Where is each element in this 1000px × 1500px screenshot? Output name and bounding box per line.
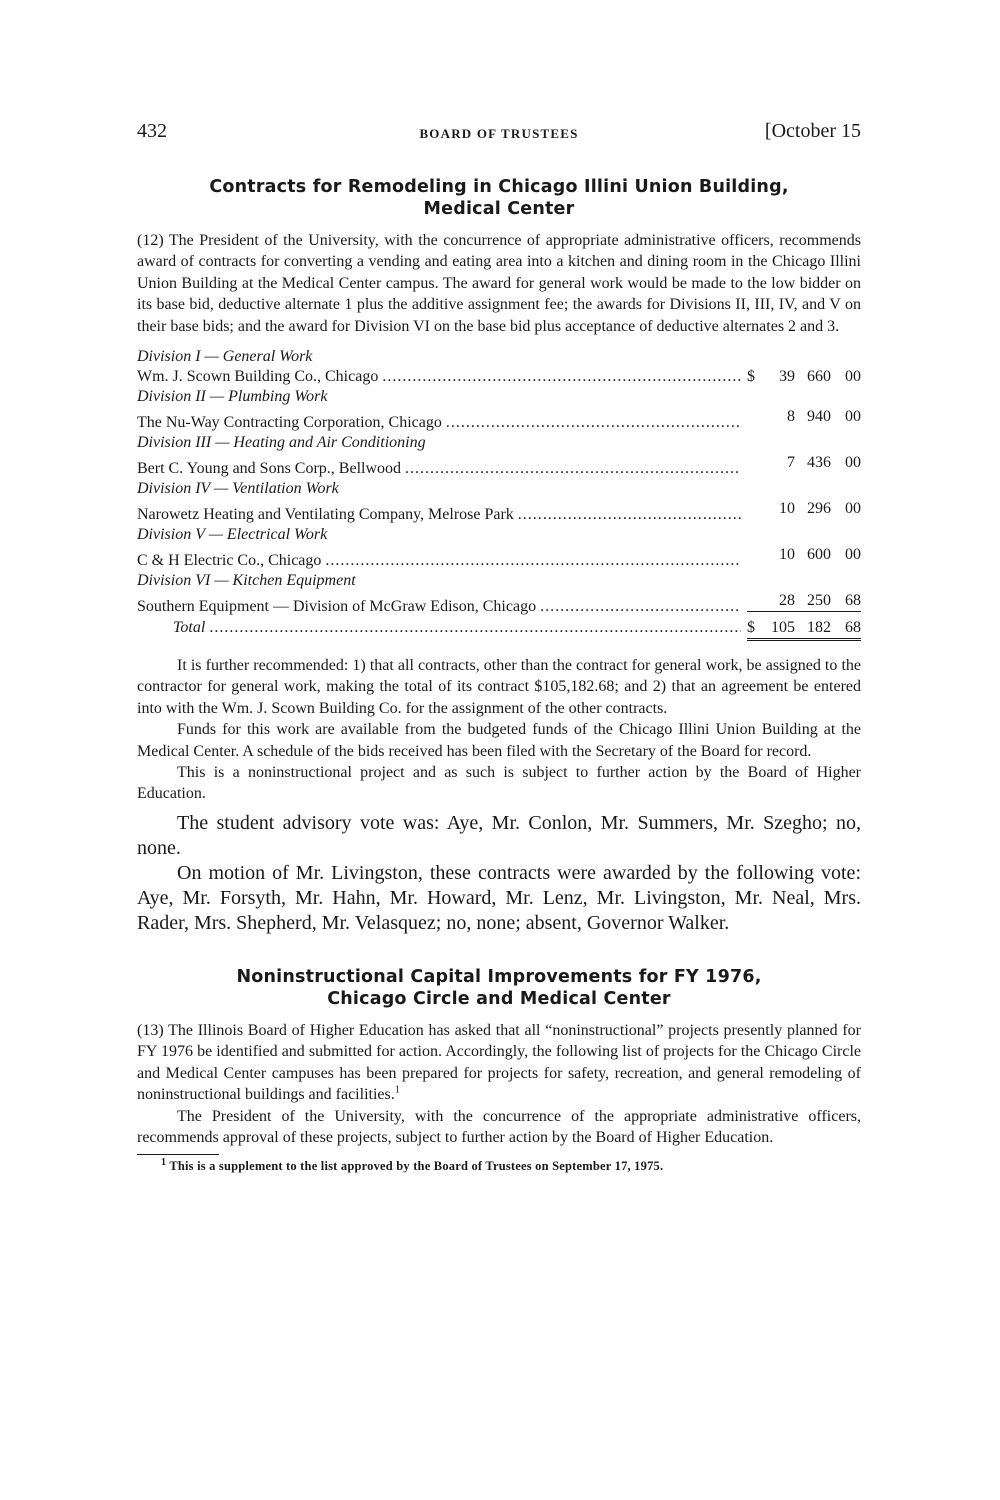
amount-dollar (747, 590, 761, 611)
amount-dollar (747, 452, 761, 473)
contracts-table (137, 347, 861, 641)
section-title-line: Medical Center (423, 199, 575, 219)
total-row (137, 617, 861, 641)
amount-units: 182 (807, 619, 831, 637)
contract-row (137, 452, 861, 479)
footnote-text: This is a supplement to the list approved by the Board of Trustees on September 17, 1975. (169, 1159, 664, 1174)
amount-dollar: $ (747, 619, 755, 637)
student-vote-paragraph: The student advisory vote was: Aye, Mr. Conlon, Mr. Summers, Mr. Szegho; no, none. (137, 811, 861, 859)
amount-thousands: 10 (779, 546, 795, 564)
contract-row (137, 544, 861, 571)
amount-thousands: 105 (771, 619, 795, 637)
amount-dollar (747, 498, 761, 519)
intro-paragraph: (12) The President of the University, with the concurrence of appropriate administrative officers, recommends award of contracts for converting a vending and eating area into a kitchen and dining room in the Chicago Illini Union Building at the Medical Center campus. The award for general work would be made to the low bidder on its base bid, deductive alternate 1 plus the additive assignment fee; the awards for Divisions II, III, IV, and V on their base bids; and the award for Division VI on the base bid plus acceptance of deductive alternates 2 and 3. (137, 232, 861, 335)
contract-entry (137, 347, 861, 387)
amount-thousands: 39 (779, 368, 795, 386)
contract-entry (137, 387, 861, 433)
running-title: BOARD OF TRUSTEES (419, 126, 579, 141)
amount-cents: 00 (845, 500, 861, 518)
division-heading: Division II — Plumbing Work (137, 388, 328, 406)
contract-amount (745, 406, 861, 427)
amount-thousands: 7 (787, 454, 795, 472)
dot-leader (446, 412, 741, 433)
section-title-contracts (137, 176, 861, 220)
dot-leader (382, 366, 741, 387)
contract-amount (745, 366, 861, 387)
section-title-line: Noninstructional Capital Improvements for FY 1976, (236, 966, 762, 987)
dot-leader (405, 458, 741, 479)
amount-units: 940 (807, 408, 831, 426)
funds-paragraph: Funds for this work are available from the budgeted funds of the Chicago Illini Union Building at the Medical Center. A schedule of the bids received has been filed with the Secretary of the Board for record. (137, 721, 861, 760)
amount-dollar: $ (747, 368, 755, 386)
amount-units: 296 (807, 500, 831, 518)
amount-units: 436 (807, 454, 831, 472)
contract-entry (137, 479, 861, 525)
footnote-reference: 1 (394, 1084, 400, 1096)
amount-thousands: 8 (787, 408, 795, 426)
total-label: Total (173, 619, 206, 637)
contract-entry (137, 571, 861, 617)
contract-amount (745, 544, 861, 565)
recommendation-paragraph: It is further recommended: 1) that all contracts, other than the contract for general work, be assigned to the contractor for general work, making the total of its contract $105,182.68; and 2) that an agreement be entered into with the Wm. J. Scown Building Co. for the assignment of the other contracts. (137, 657, 861, 717)
amount-dollar (747, 544, 761, 565)
capital-intro-paragraph (137, 1020, 861, 1106)
division-heading: Division III — Heating and Air Conditioning (137, 434, 426, 452)
dot-leader (325, 550, 741, 571)
capital-intro-text: (13) The Illinois Board of Higher Education has asked that all “noninstructional” projects presently planned for FY 1976 be identified and submitted for action. Accordingly, the following list of projects for the Chicago Circle and Medical Center campuses has been prepared for projects for safety, recreation, and general remodeling of noninstructional buildings and facilities. (137, 1021, 861, 1104)
division-heading: Division I — General Work (137, 348, 313, 366)
contract-entry (137, 525, 861, 571)
amount-cents: 00 (845, 546, 861, 564)
header-date: [October 15 (764, 120, 861, 142)
amount-cents: 00 (845, 408, 861, 426)
contract-amount (745, 590, 861, 612)
amount-cents: 68 (845, 619, 861, 637)
section-title-capital-improvements (137, 966, 861, 1010)
approval-paragraph: The President of the University, with the concurrence of the appropriate administrative officers, recommends approval of these projects, subject to further action by the Board of Higher Education. (137, 1107, 861, 1146)
page-header (137, 120, 861, 150)
contractor-name: Wm. J. Scown Building Co., Chicago (137, 368, 379, 386)
contract-amount (745, 498, 861, 519)
footnote-rule (137, 1154, 219, 1155)
noninstructional-paragraph: This is a noninstructional project and as such is subject to further action by the Board of Higher Education. (137, 764, 861, 803)
amount-cents: 68 (845, 592, 861, 610)
motion-paragraph: On motion of Mr. Livingston, these contracts were awarded by the following vote: Aye, Mr. Forsyth, Mr. Hahn, Mr. Howard, Mr. Lenz, Mr. Livingston, Mr. Neal, Mrs. Rader, Mrs. Shepherd, Mr. Velasquez; no, none; absent, Governor Walker. (137, 861, 861, 934)
contract-row (137, 406, 861, 433)
footnote (137, 1159, 861, 1174)
amount-thousands: 10 (779, 500, 795, 518)
contract-row (137, 498, 861, 525)
division-heading: Division IV — Ventilation Work (137, 480, 339, 498)
amount-cents: 00 (845, 454, 861, 472)
page-number: 432 (137, 120, 167, 142)
dot-leader (209, 617, 741, 638)
contract-row (137, 590, 861, 617)
division-heading: Division VI — Kitchen Equipment (137, 572, 356, 590)
amount-cents: 00 (845, 368, 861, 386)
section-title-line: Chicago Circle and Medical Center (327, 988, 671, 1009)
section-title-line: Contracts for Remodeling in Chicago Illini Union Building, (209, 177, 789, 197)
contractor-name: The Nu-Way Contracting Corporation, Chicago (137, 414, 442, 432)
contract-entry (137, 433, 861, 479)
amount-units: 250 (807, 592, 831, 610)
amount-thousands: 28 (779, 592, 795, 610)
contractor-name: Bert C. Young and Sons Corp., Bellwood (137, 460, 402, 478)
division-heading: Division V — Electrical Work (137, 526, 328, 544)
total-amount (745, 617, 861, 641)
contract-row (137, 366, 861, 387)
footnote-mark: 1 (161, 1157, 167, 1169)
contract-amount (745, 452, 861, 473)
contractor-name: C & H Electric Co., Chicago (137, 552, 322, 570)
amount-units: 660 (807, 368, 831, 386)
amount-units: 600 (807, 546, 831, 564)
dot-leader (540, 596, 741, 617)
dot-leader (518, 504, 741, 525)
contractor-name: Southern Equipment — Division of McGraw Edison, Chicago (137, 598, 537, 616)
amount-dollar (747, 406, 761, 427)
document-page (137, 120, 861, 1174)
contractor-name: Narowetz Heating and Ventilating Company, Melrose Park (137, 506, 514, 524)
